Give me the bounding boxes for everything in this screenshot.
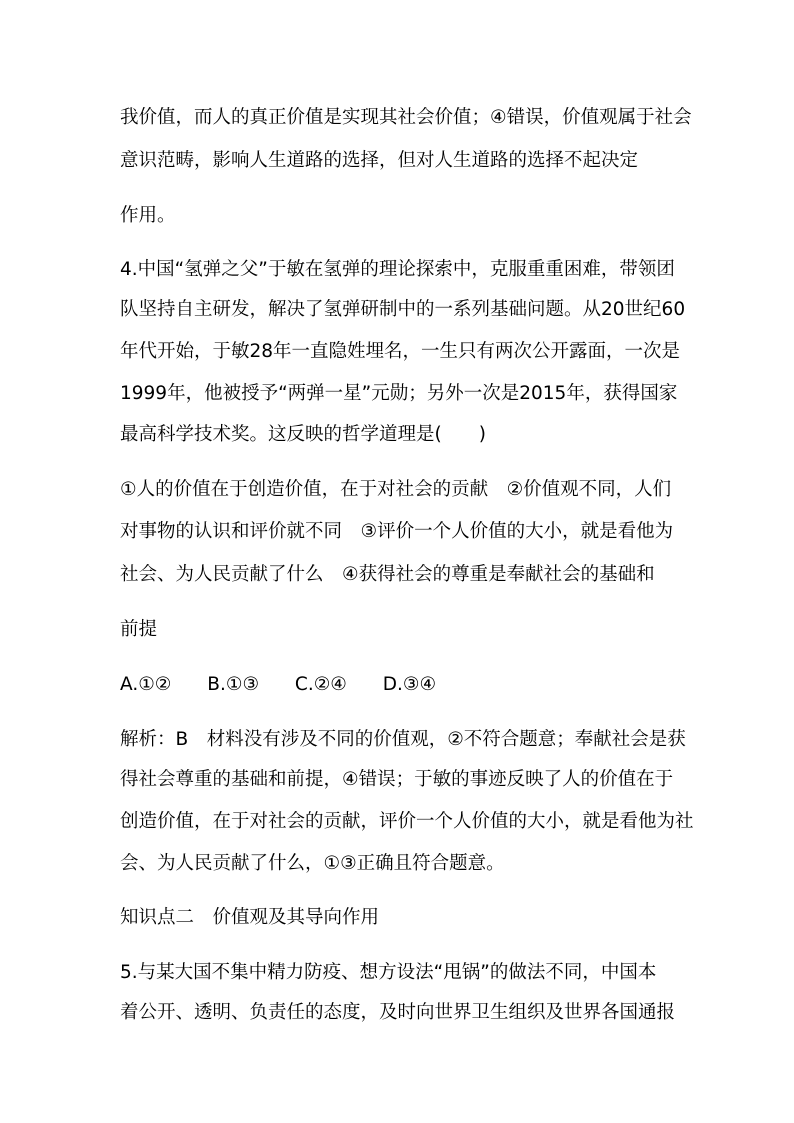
text-line: 作用。 [120,205,176,226]
text-line: 我价值，而人的真正价值是实现其社会价值；④错误，价值观属于社会 [120,107,692,128]
option-d: D.③④ [382,674,437,695]
section-heading: 知识点二 价值观及其导向作用 [120,907,380,928]
question-5-line: 着公开、透明、负责任的态度，及时向世界卫生组织及世界各国通报 [120,1002,676,1023]
question-4-line: 队坚持自主研发，解决了氢弹研制中的一系列基础问题。从20世纪60 [120,299,686,320]
analysis-line: 会、为人民贡献了什么，①③正确且符合题意。 [120,853,505,874]
question-4-line: 最高科学技术奖。这反映的哲学道理是( ) [120,424,486,445]
question-4-line: 年代开始，于敏28年一直隐姓埋名，一生只有两次公开露面，一次是 [120,341,681,362]
option-b: B.①③ [207,674,260,695]
question-4-line: 4.中国“氢弹之父”于敏在氢弹的理论探索中，克服重重困难，带领团 [120,259,675,280]
statement-line: 社会、为人民贡献了什么 ④获得社会的尊重是奉献社会的基础和 [120,564,655,585]
question-4-line: 1999年，他被授予“两弹一星”元勋；另外一次是2015年，获得国家 [120,383,678,404]
option-c: C.②④ [294,674,347,695]
option-a: A.①② [120,674,172,695]
analysis-line: 解析：B 材料没有涉及不同的价值观，②不符合题意；奉献社会是获 [120,729,686,750]
answer-options [120,673,466,697]
text-line: 意识范畴，影响人生道路的选择，但对人生道路的选择不起决定 [120,150,639,171]
analysis-line: 得社会尊重的基础和前提，④错误；于敏的事迹反映了人的价值在于 [120,769,674,790]
analysis-line: 创造价值，在于对社会的贡献，评价一个人价值的大小，就是看他为社 [120,811,694,832]
statement-line: 前提 [120,619,158,640]
question-5-line: 5.与某大国不集中精力防疫、想方设法“甩锅”的做法不同，中国本 [120,962,657,983]
statement-line: ①人的价值在于创造价值，在于对社会的贡献 ②价值观不同，人们 [120,479,672,500]
statement-line: 对事物的认识和评价就不同 ③评价一个人价值的大小，就是看他为 [120,521,674,542]
